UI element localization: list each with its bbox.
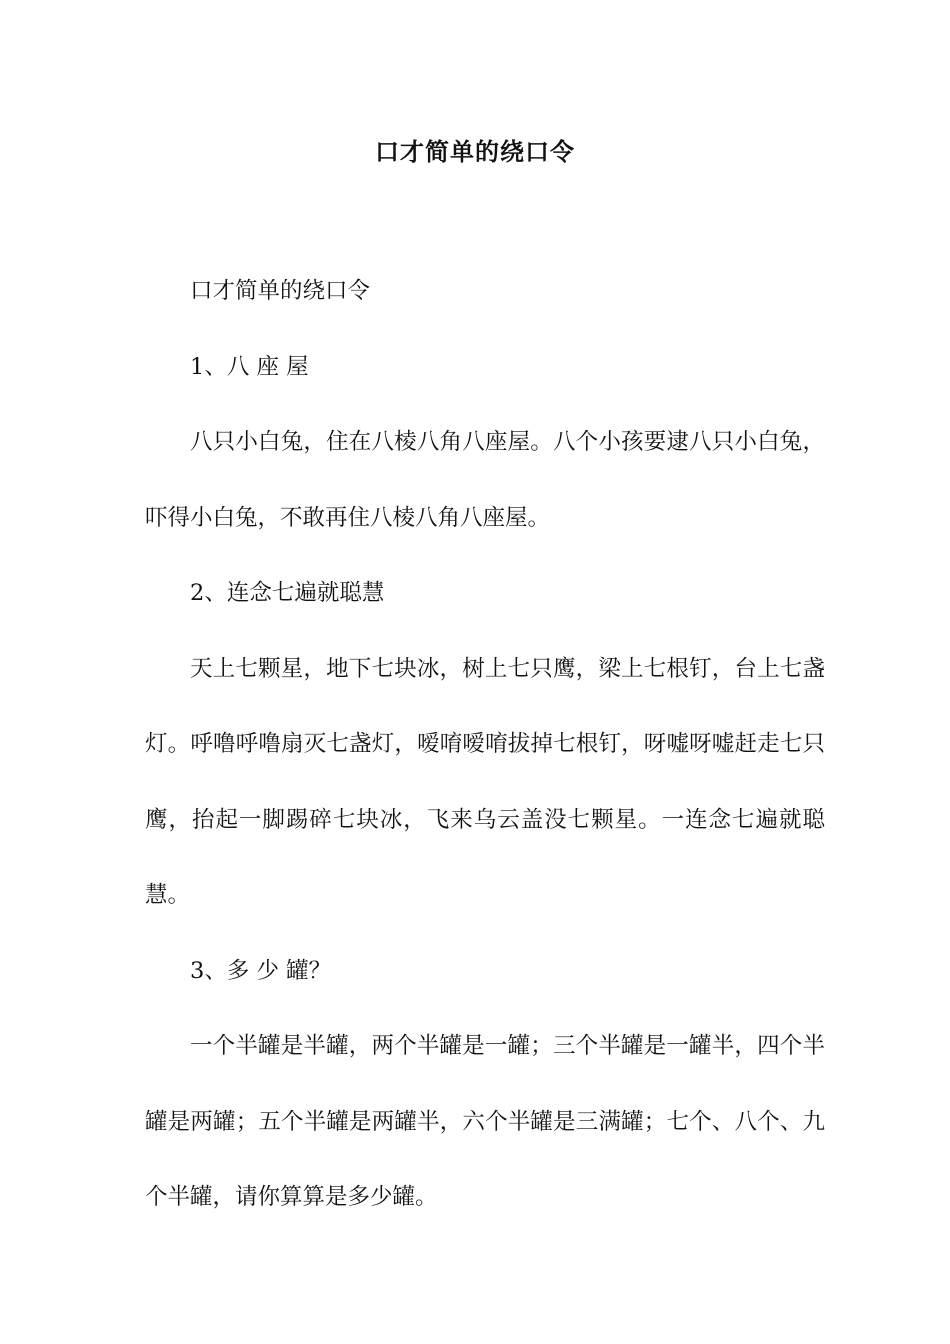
section-body-2: 天上七颗星，地下七块冰，树上七只鹰，梁上七根钉，台上七盏灯。呼噜呼噜扇灭七盏灯，嗳唷嗳唷拔掉七根钉，呀嘘呀嘘赶走七只鹰，抬起一脚踢碎七块冰，飞来乌云盖没七颗星。一连念七遍就聪慧。 [145, 655, 825, 908]
section-body-3: 一个半罐是半罐，两个半罐是一罐；三个半罐是一罐半，四个半罐是两罐；五个半罐是两罐半，六个半罐是三满罐；七个、八个、九个半罐，请你算算是多少罐。 [145, 1033, 825, 1210]
document-body [145, 254, 825, 1236]
section-body-1: 八只小白兔，住在八棱八角八座屋。八个小孩要逮八只小白兔，吓得小白兔，不敢再住八棱八角八座屋。 [145, 429, 825, 531]
section-heading-3: 3、多 少 罐？ [190, 957, 332, 984]
subtitle-paragraph: 口才简单的绕口令 [190, 278, 371, 304]
document-title: 口才简单的绕口令 [375, 137, 575, 166]
section-heading-1: 1、八 座 屋 [190, 353, 309, 380]
section-heading-2: 2、连念七遍就聪慧 [190, 580, 385, 606]
